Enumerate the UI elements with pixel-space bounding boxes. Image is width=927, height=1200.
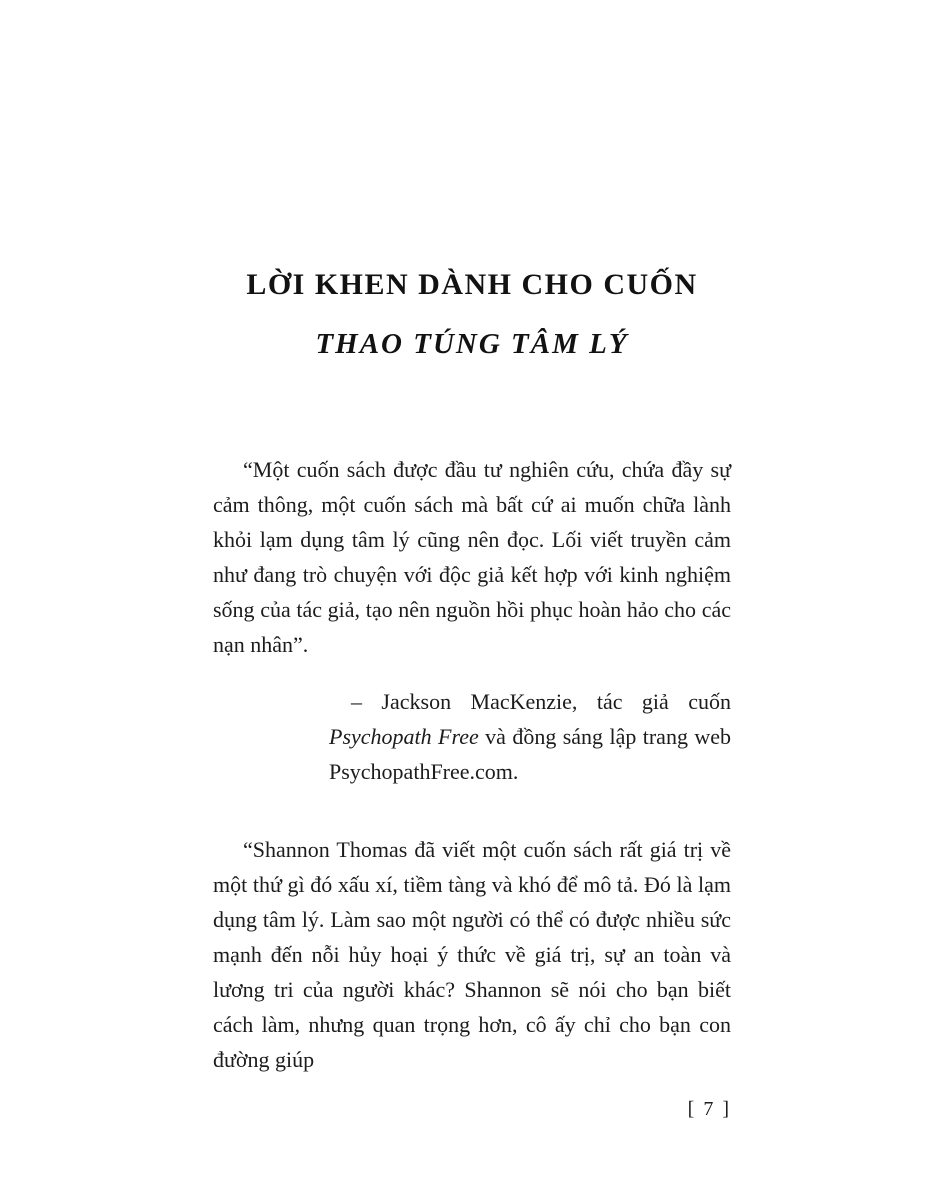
praise-title-block [213, 270, 731, 359]
page-number: [ 7 ] [687, 1098, 731, 1120]
attribution-suffix: và đồng sáng lập trang web PsychopathFree.com. [329, 724, 731, 784]
page-title: LỜI KHEN DÀNH CHO CUỐN [246, 268, 698, 301]
attribution-book-title: Psychopath Free [329, 724, 479, 749]
quote-paragraph-1: “Một cuốn sách được đầu tư nghiên cứu, chứa đầy sự cảm thông, một cuốn sách mà bất cứ ai muốn chữa lành khỏi lạm dụng tâm lý cũng nên đọc. Lối viết truyền cảm như đang trò chuyện với độc giả kết hợp với kinh nghiệm sống của tác giả, tạo nên nguồn hồi phục hoàn hảo cho các nạn nhân”. [213, 457, 731, 657]
quote-attribution [329, 684, 731, 789]
quote-paragraph-2: “Shannon Thomas đã viết một cuốn sách rất giá trị về một thứ gì đó xấu xí, tiềm tàng và khó để mô tả. Đó là lạm dụng tâm lý. Làm sao một người có thể có được nhiều sức mạnh đến nỗi hủy hoại ý thức về giá trị, sự an toàn và lương tri của người khác? Shannon sẽ nói cho bạn biết cách làm, nhưng quan trọng hơn, cô ấy chỉ cho bạn con đường giúp [213, 837, 731, 1072]
page-content [213, 0, 731, 1099]
attribution-prefix: – Jackson MacKenzie, tác giả cuốn [351, 689, 731, 714]
book-title-italic: THAO TÚNG TÂM LÝ [315, 328, 629, 360]
